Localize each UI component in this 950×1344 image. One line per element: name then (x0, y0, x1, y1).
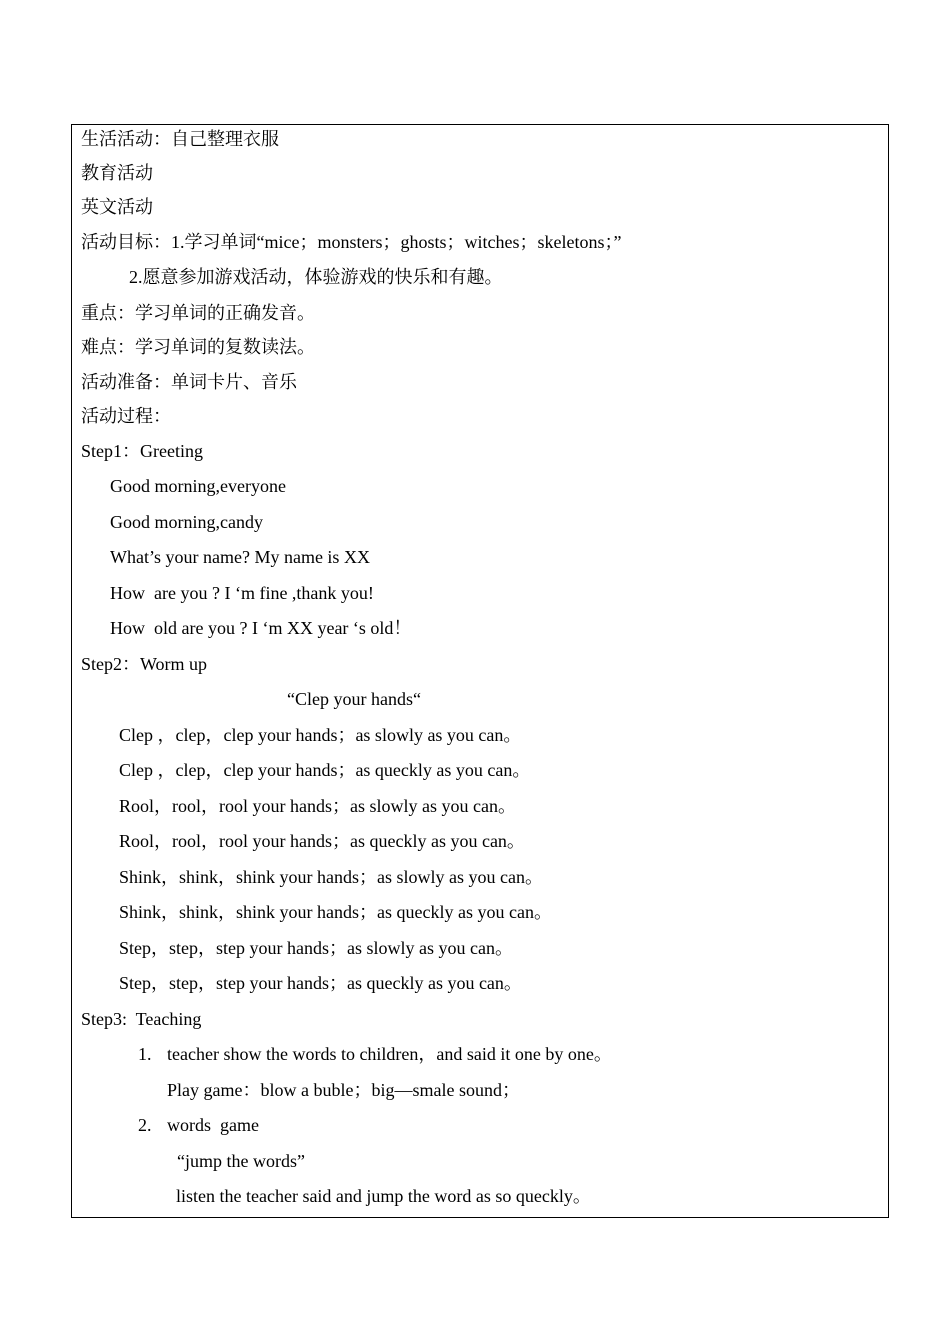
song-line-5: Shink，shink，shink your hands；as slowly as you can。 (119, 867, 543, 887)
song-line-3: Rool，rool，rool your hands；as slowly as you can。 (119, 796, 516, 816)
life-activity-line: 生活活动：自己整理衣服 (81, 129, 279, 149)
greeting-line-5: How old are you ? I ‘m XX year ‘s old！ (110, 618, 412, 638)
preparation-line: 活动准备：单词卡片、音乐 (81, 372, 297, 392)
greeting-line-2: Good morning,candy (110, 512, 263, 532)
game-title: “jump the words” (177, 1151, 305, 1171)
song-title: “Clep your hands“ (287, 689, 421, 709)
step1-heading: Step1：Greeting (81, 441, 203, 461)
game-instruction: listen the teacher said and jump the word as so queckly。 (176, 1186, 591, 1206)
education-activity-line: 教育活动 (81, 163, 153, 183)
song-line-8: Step，step，step your hands；as queckly as you can。 (119, 973, 522, 993)
greeting-line-3: What’s your name? My name is XX (110, 547, 370, 567)
difficulty-line: 难点：学习单词的复数读法。 (81, 337, 315, 357)
song-line-1: Clep ，clep，clep your hands；as slowly as you can。 (119, 725, 522, 745)
english-activity-line: 英文活动 (81, 197, 153, 217)
song-line-2: Clep ，clep，clep your hands；as queckly as you can。 (119, 760, 531, 780)
teaching-game-line: Play game：blow a buble；big—smale sound； (167, 1080, 520, 1100)
teaching-item-1: teacher show the words to children，and said it one by one。 (167, 1044, 612, 1064)
greeting-line-1: Good morning,everyone (110, 476, 286, 496)
objective-line-2: 2.愿意参加游戏活动，体验游戏的快乐和有趣。 (129, 267, 503, 287)
step2-heading: Step2：Worm up (81, 654, 208, 674)
objective-line-1: 活动目标：1.学习单词“mice；monsters；ghosts；witches；skeletons；” (81, 232, 622, 252)
song-line-6: Shink，shink，shink your hands；as queckly as you can。 (119, 902, 552, 922)
song-line-4: Rool，rool，rool your hands；as queckly as you can。 (119, 831, 525, 851)
list-number-1: 1. (138, 1044, 152, 1064)
key-point-line: 重点：学习单词的正确发音。 (81, 303, 315, 323)
step3-heading: Step3: Teaching (81, 1009, 202, 1029)
process-heading: 活动过程： (81, 406, 171, 426)
list-number-2: 2. (138, 1115, 152, 1135)
greeting-line-4: How are you ? I ‘m fine ,thank you! (110, 583, 374, 603)
song-line-7: Step，step，step your hands；as slowly as you can。 (119, 938, 513, 958)
lesson-plan-box (71, 124, 889, 1218)
teaching-item-2: words game (167, 1115, 259, 1135)
